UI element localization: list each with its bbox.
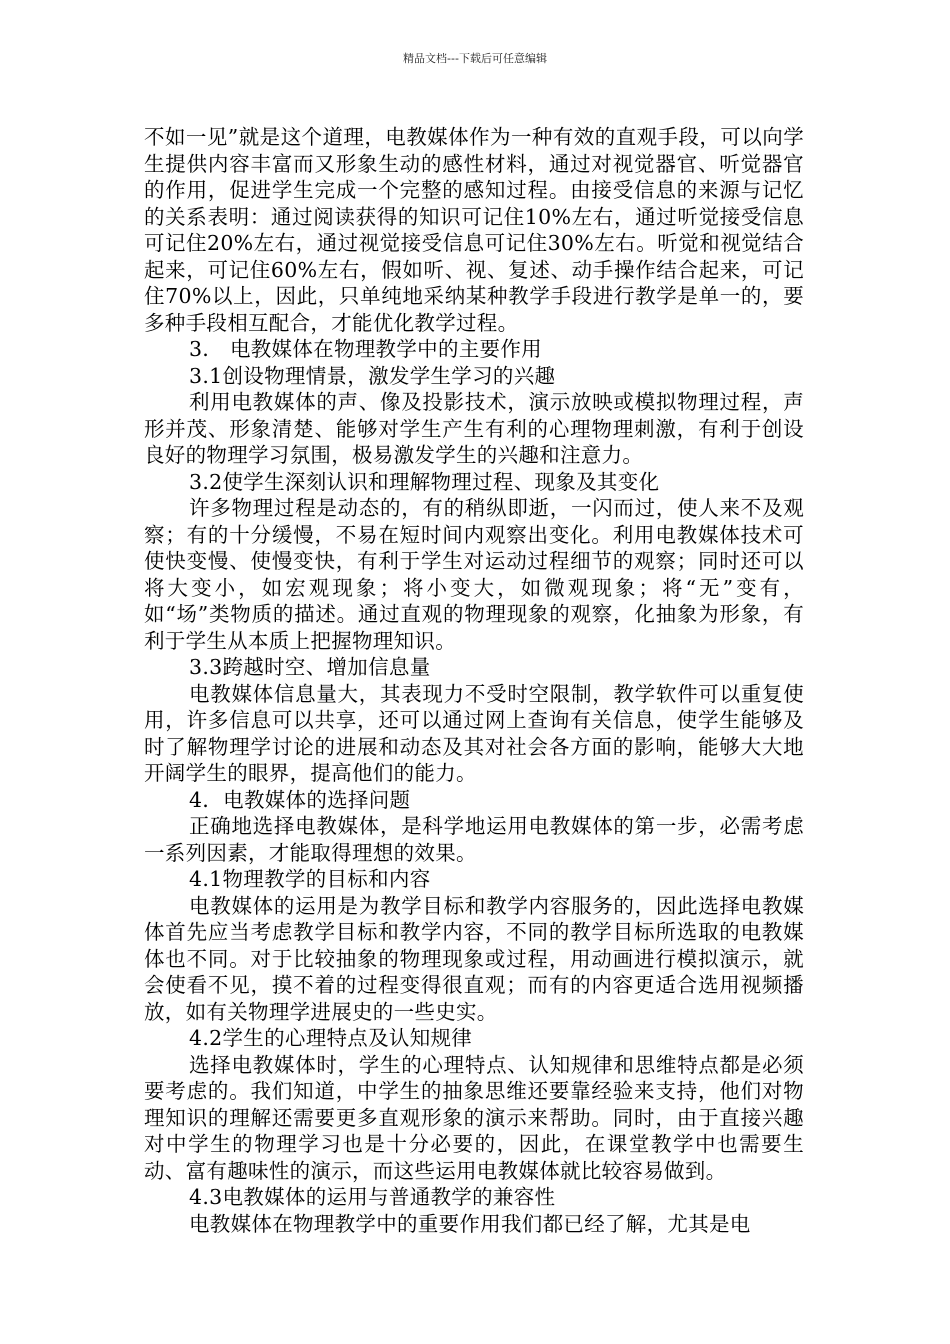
paragraph: 不如一见”就是这个道理，电教媒体作为一种有效的直观手段，可以向学生提供内容丰富而又形象生动的感性材料，通过对视觉器官、听觉器官的作用，促进学生完成一个完整的感知过程。由接受信息的来源与记忆的关系表明：通过阅读获得的知识可记住10%左右，通过听觉接受信息可记住20%左右，通过视觉接受信息可记住30%左右。听觉和视觉结合起来，可记住60%左右，假如听、视、复述、动手操作结合起来，可记住70%以上，因此，只单纯地采纳某种教学手段进行教学是单一的，要多种手段相互配合，才能优化教学过程。 bbox=[144, 125, 804, 335]
paragraph: 利用电教媒体的声、像及投影技术，演示放映或模拟物理过程，声形并茂、形象清楚、能够对学生产生有利的心理物理刺激，有利于创设良好的物理学习氛围，极易激发学生的兴趣和注意力。 bbox=[144, 390, 804, 467]
subsection-heading: 4.1物理教学的目标和内容 bbox=[189, 867, 431, 891]
paragraph: 电教媒体的运用是为教学目标和教学内容服务的，因此选择电教媒体首先应当考虑教学目标和教学内容，不同的教学目标所选取的电教媒体也不同。对于比较抽象的物理现象或过程，用动画进行模拟演示，就会使看不见，摸不着的过程变得很直观；而有的内容更适合选用视频播放，如有关物理学进展史的一些史实。 bbox=[144, 893, 804, 1024]
subsection-heading: 4.3电教媒体的运用与普通教学的兼容性 bbox=[189, 1185, 556, 1209]
paragraph: 许多物理过程是动态的，有的稍纵即逝，一闪而过，使人来不及观察；有的十分缓慢，不易在短时间内观察出变化。利用电教媒体技术可使快变慢、使慢变快，有利于学生对运动过程细节的观察；同时还可以将大变小，如宏观现象；将小变大，如微观现象；将“无”变有，如“场”类物质的描述。通过直观的物理现象的观察，化抽象为形象，有利于学生从本质上把握物理知识。 bbox=[144, 496, 804, 653]
paragraph: 正确地选择电教媒体，是科学地运用电教媒体的第一步，必需考虑一系列因素，才能取得理想的效果。 bbox=[144, 814, 804, 865]
subsection-heading: 3.1创设物理情景，激发学生学习的兴趣 bbox=[189, 363, 556, 388]
subsection-heading: 3.3跨越时空、增加信息量 bbox=[189, 655, 431, 679]
subsection-heading: 3.2使学生深刻认识和理解物理过程、现象及其变化 bbox=[189, 469, 660, 494]
page-header: 精品文档---下载后可任意编辑 bbox=[403, 52, 547, 65]
subsection-heading: 4.2学生的心理特点及认知规律 bbox=[189, 1026, 473, 1050]
paragraph: 电教媒体信息量大，其表现力不受时空限制，教学软件可以重复使用，许多信息可以共享，还可以通过网上查询有关信息，使学生能够及时了解物理学讨论的进展和动态及其对社会各方面的影响，能够大大地开阔学生的眼界，提高他们的能力。 bbox=[144, 681, 804, 785]
section-heading: 4．电教媒体的选择问题 bbox=[189, 787, 411, 812]
paragraph: 电教媒体在物理教学中的重要作用我们都已经了解，尤其是电 bbox=[189, 1211, 751, 1236]
document-body bbox=[144, 124, 804, 1237]
section-heading: 3． 电教媒体在物理教学中的主要作用 bbox=[189, 337, 542, 361]
paragraph: 选择电教媒体时，学生的心理特点、认知规律和思维特点都是必须要考虑的。我们知道，中学生的抽象思维还要靠经验来支持，他们对物理知识的理解还需要更多直观形象的演示来帮助。同时，由于直接兴趣对中学生的物理学习也是十分必要的，因此，在课堂教学中也需要生动、富有趣味性的演示，而这些运用电教媒体就比较容易做到。 bbox=[144, 1052, 804, 1183]
